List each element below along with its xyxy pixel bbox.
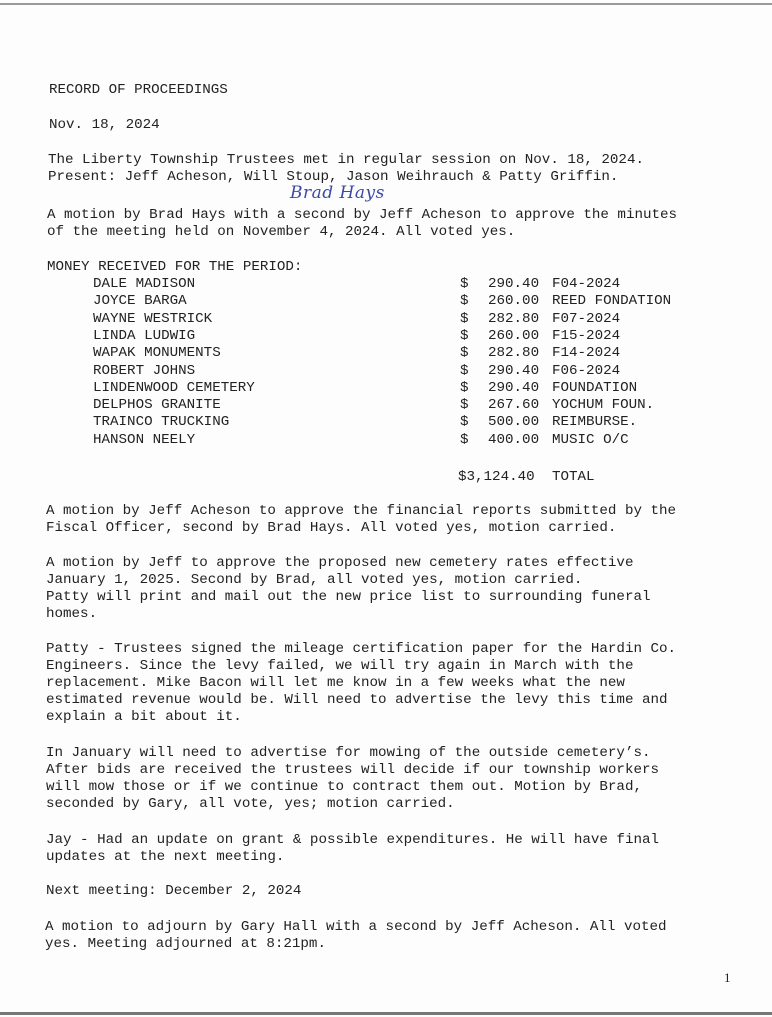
minutes-motion-line-2: of the meeting held on November 4, 2024. All voted yes. <box>47 224 516 240</box>
currency-symbol: $ <box>460 310 469 327</box>
patty-report-line-3: replacement. Mike Bacon will let me know in a few weeks what the new <box>46 675 625 691</box>
cemetery-rates-line-3: Patty will print and mail out the new price list to surrounding funeral <box>46 589 651 605</box>
memo: F14-2024 <box>552 345 621 362</box>
mowing-line-4: seconded by Gary, all vote, yes; motion carried. <box>46 796 455 812</box>
intro-line-1: The Liberty Township Trustees met in regular session on Nov. 18, 2024. <box>48 152 644 168</box>
patty-report-line-1: Patty - Trustees signed the mileage certification paper for the Hardin Co. <box>46 641 677 657</box>
payer-name: DELPHOS GRANITE <box>93 397 221 414</box>
currency-symbol: $ <box>460 345 469 362</box>
amount: 500.00 <box>488 414 540 431</box>
memo: YOCHUM FOUN. <box>552 397 655 414</box>
cemetery-rates-line-4: homes. <box>46 606 98 622</box>
memo: F04-2024 <box>552 276 621 292</box>
payer-name: TRAINCO TRUCKING <box>93 414 230 431</box>
payer-name: LINDA LUDWIG <box>93 327 196 344</box>
money-row <box>0 363 772 380</box>
financial-motion-line-1: A motion by Jeff Acheson to approve the financial reports submitted by the <box>46 503 677 519</box>
payer-name: ROBERT JOHNS <box>93 362 196 379</box>
amount: 290.40 <box>488 379 540 396</box>
money-row <box>0 397 772 414</box>
meeting-date: Nov. 18, 2024 <box>49 117 160 133</box>
currency-symbol: $ <box>460 431 469 448</box>
mowing-line-1: In January will need to advertise for mowing of the outside cemetery’s. <box>46 745 651 761</box>
next-meeting: Next meeting: December 2, 2024 <box>46 883 302 899</box>
scan-top-edge <box>0 3 772 5</box>
money-heading: MONEY RECEIVED FOR THE PERIOD: <box>47 259 303 275</box>
currency-symbol: $ <box>460 327 469 344</box>
financial-motion-line-2: Fiscal Officer, second by Brad Hays. All voted yes, motion carried. <box>46 520 617 536</box>
amount: 260.00 <box>488 327 540 344</box>
memo: REED FONDATION <box>552 293 672 310</box>
mowing-line-3: will mow those or if we continue to contract them out. Motion by Brad, <box>46 779 642 795</box>
amount: 260.00 <box>488 293 540 310</box>
currency-symbol: $ <box>460 276 469 292</box>
amount: 267.60 <box>488 397 540 414</box>
money-row <box>0 414 772 431</box>
patty-report-line-5: explain a bit about it. <box>46 709 242 725</box>
jay-update-line-1: Jay - Had an update on grant & possible expenditures. He will have final <box>46 832 659 848</box>
amount: 282.80 <box>488 310 540 327</box>
payer-name: JOYCE BARGA <box>93 293 187 310</box>
money-row <box>0 293 772 310</box>
money-total-amount: $3,124.40 <box>458 469 535 485</box>
currency-symbol: $ <box>460 397 469 414</box>
money-row <box>0 432 772 449</box>
minutes-motion-line-1: A motion by Brad Hays with a second by Jeff Acheson to approve the minutes <box>47 207 678 223</box>
amount: 400.00 <box>488 431 540 448</box>
currency-symbol: $ <box>460 293 469 310</box>
patty-report-line-4: estimated revenue would be. Will need to advertise the levy this time and <box>46 692 668 708</box>
money-row <box>0 276 772 293</box>
currency-symbol: $ <box>460 414 469 431</box>
payer-name: HANSON NEELY <box>93 431 196 448</box>
memo: FOUNDATION <box>552 379 638 396</box>
cemetery-rates-line-2: January 1, 2025. Second by Brad, all voted yes, motion carried. <box>46 572 583 588</box>
memo: REIMBURSE. <box>552 414 638 431</box>
money-row <box>0 311 772 328</box>
memo: MUSIC O/C <box>552 431 629 448</box>
scan-bottom-edge <box>0 1012 772 1015</box>
cemetery-rates-line-1: A motion by Jeff to approve the proposed new cemetery rates effective <box>46 555 634 571</box>
page-number: 1 <box>724 970 731 985</box>
document-title: RECORD OF PROCEEDINGS <box>49 82 228 98</box>
intro-line-2: Present: Jeff Acheson, Will Stoup, Jason Weihrauch & Patty Griffin. <box>48 169 619 185</box>
memo: F07-2024 <box>552 310 621 327</box>
money-total-label: TOTAL <box>552 469 595 485</box>
currency-symbol: $ <box>460 362 469 379</box>
amount: 290.40 <box>488 276 540 292</box>
payer-name: LINDENWOOD CEMETERY <box>93 379 255 396</box>
patty-report-line-2: Engineers. Since the levy failed, we will try again in March with the <box>46 658 634 674</box>
jay-update-line-2: updates at the next meeting. <box>46 849 285 865</box>
money-row <box>0 345 772 362</box>
adjourn-line-2: yes. Meeting adjourned at 8:21pm. <box>45 936 326 952</box>
memo: F15-2024 <box>552 327 621 344</box>
payer-name: WAYNE WESTRICK <box>93 310 213 327</box>
currency-symbol: $ <box>460 379 469 396</box>
amount: 282.80 <box>488 345 540 362</box>
adjourn-line-1: A motion to adjourn by Gary Hall with a second by Jeff Acheson. All voted <box>45 919 667 935</box>
memo: F06-2024 <box>552 362 621 379</box>
amount: 290.40 <box>488 362 540 379</box>
money-row <box>0 328 772 345</box>
payer-name: WAPAK MONUMENTS <box>93 345 221 362</box>
payer-name: DALE MADISON <box>93 276 196 292</box>
money-row <box>0 380 772 397</box>
mowing-line-2: After bids are received the trustees will decide if our township workers <box>46 762 659 778</box>
handwritten-annotation: Brad Hays <box>290 183 385 203</box>
